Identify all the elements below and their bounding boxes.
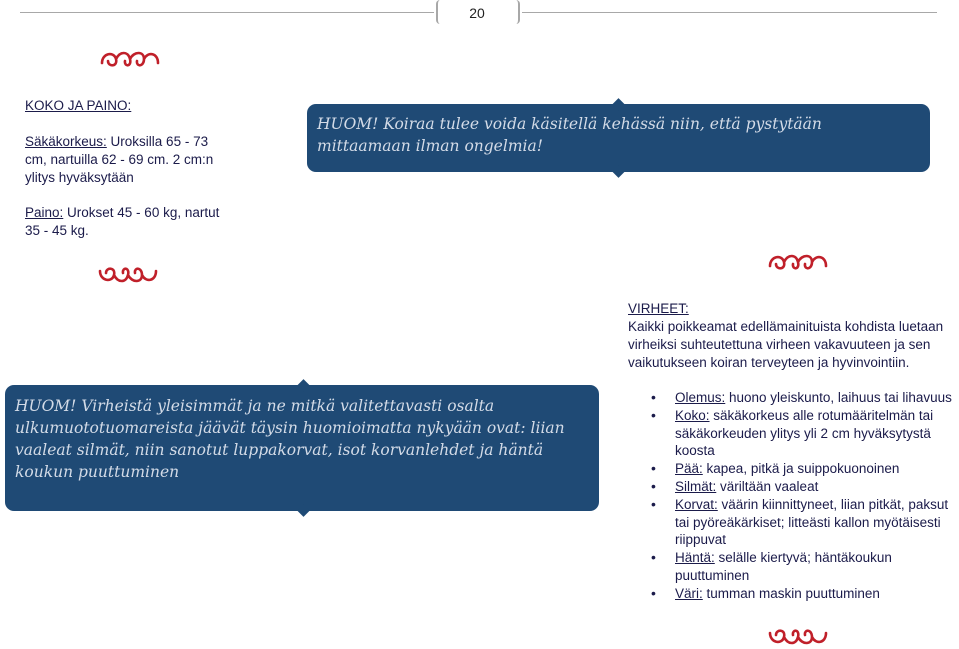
scroll-ornament-icon	[766, 250, 830, 274]
faults-heading: VIRHEET:	[628, 301, 689, 316]
scroll-ornament-icon	[98, 47, 162, 71]
weight-text: Urokset 45 - 60 kg, nartut 35 - 45 kg.	[25, 205, 220, 238]
handling-note-callout	[307, 104, 930, 172]
size-weight-heading: KOKO JA PAINO:	[25, 98, 132, 113]
list-item: • Väri: tumman maskin puuttuminen	[629, 585, 959, 603]
faults-list	[629, 389, 959, 603]
common-faults-callout	[5, 385, 599, 511]
weight-label: Paino:	[25, 205, 64, 220]
page-number: 20	[469, 5, 485, 21]
scroll-ornament-icon	[96, 263, 160, 287]
list-item: • Korvat: väärin kiinnittyneet, liian pitkät, paksut tai pyöreäkärkiset; litteästi kallon myötäisesti riippuvat	[629, 496, 959, 549]
size-weight-section	[25, 97, 230, 240]
height-text: Uroksilla 65 - 73 cm, nartuilla 62 - 69 cm. 2 cm:n ylitys hyväksytään	[25, 134, 214, 185]
list-item: • Koko: säkäkorkeus alle rotumääritelmän tai säkäkorkeuden ylitys yli 2 cm hyväksytystä koosta	[629, 407, 959, 460]
list-item: • Pää: kapea, pitkä ja suippokuonoinen	[629, 460, 959, 478]
height-paragraph	[25, 133, 230, 187]
scroll-ornament-icon	[766, 625, 830, 649]
list-item: • Olemus: huono yleiskunto, laihuus tai lihavuus	[629, 389, 959, 407]
header-rule-right	[522, 12, 937, 13]
weight-paragraph	[25, 204, 230, 240]
handling-note-text: HUOM! Koiraa tulee voida käsitellä kehässä niin, että pystytään mittaamaan ilman ongelmia!	[317, 115, 822, 155]
header-rule-left	[20, 12, 434, 13]
list-item: • Häntä: selälle kiertyvä; häntäkoukun puuttuminen	[629, 549, 959, 585]
height-label: Säkäkorkeus:	[25, 134, 107, 149]
common-faults-text: HUOM! Virheistä yleisimmät ja ne mitkä valitettavasti osalta ulkumuototuomareista jäävät täysin huomioimatta nykyään ovat: liian vaaleat silmät, niin sanotut luppakorvat, isot korvanlehdet ja häntä koukun puuttuminen	[15, 397, 565, 481]
faults-intro: Kaikki poikkeamat edellämainituista kohdista luetaan virheiksi suhteutettuna virheen vakavuuteen ja sen vaikutukseen koiran terveyteen ja hyvinvointiin.	[628, 319, 944, 370]
faults-intro-section	[628, 300, 956, 372]
list-item: • Silmät: väriltään vaaleat	[629, 478, 959, 496]
